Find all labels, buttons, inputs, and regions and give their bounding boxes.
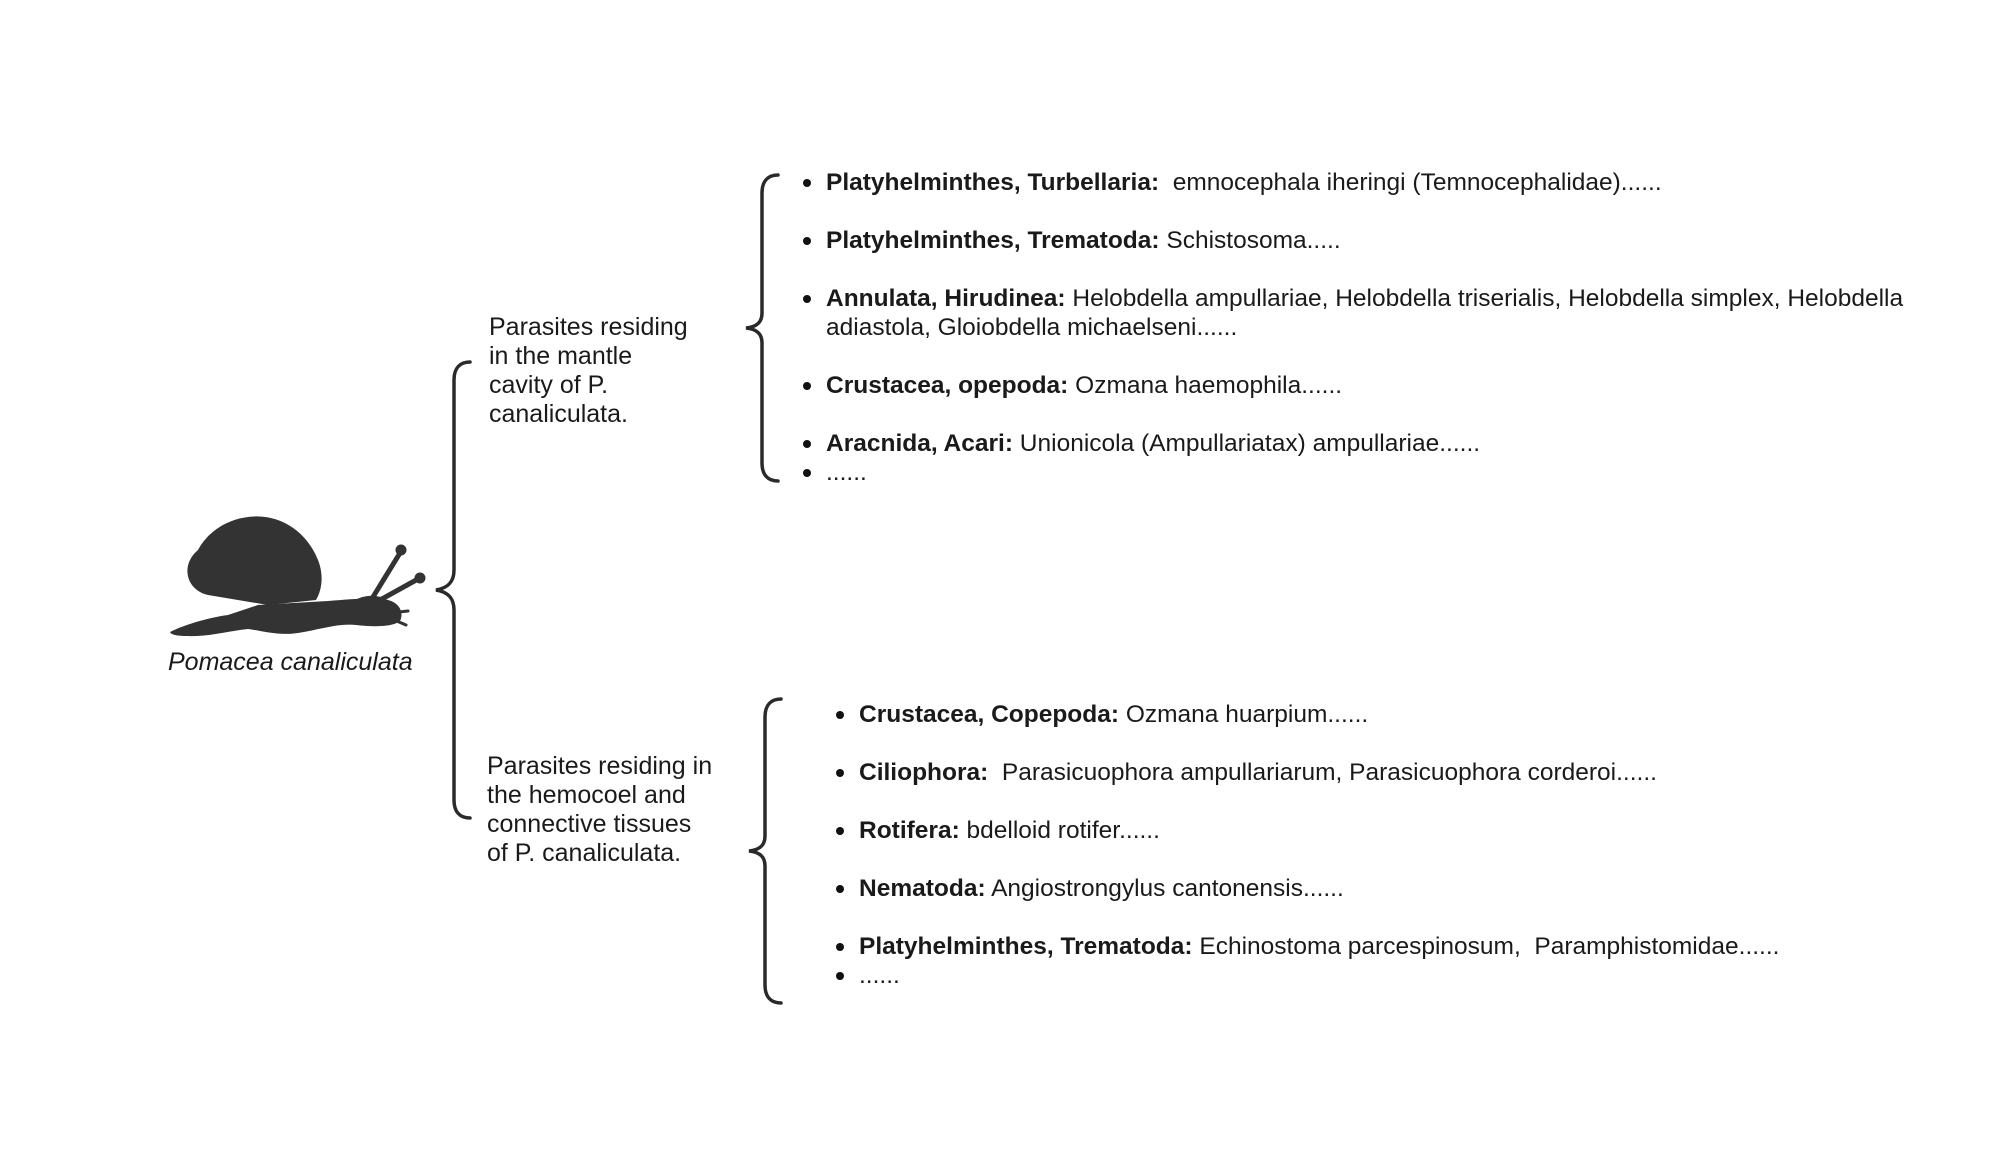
bullet-icon (836, 943, 844, 951)
species-text: ...... (859, 962, 900, 989)
list-item (826, 371, 1946, 400)
list-item (826, 168, 1946, 197)
bullet-icon (836, 885, 844, 893)
hemocoel-parasite-list (859, 700, 1939, 990)
taxon-label: Nematoda: (859, 875, 986, 902)
bullet-icon (803, 179, 811, 187)
list-item (826, 429, 1946, 458)
species-text: Angiostrongylus cantonensis...... (985, 875, 1344, 902)
taxon-label: Platyhelminthes, Trematoda: (826, 227, 1160, 254)
taxon-label: Rotifera: (859, 817, 960, 844)
bullet-icon (836, 972, 844, 980)
list-item (826, 458, 1946, 487)
list-item (826, 284, 1946, 342)
snail-icon (168, 505, 428, 645)
taxon-label: Platyhelminthes, Trematoda: (859, 933, 1193, 960)
category-label-hemocoel: Parasites residing in the hemocoel and connective tissues of P. canaliculata. (487, 752, 713, 867)
taxon-label: Aracnida, Acari: (826, 430, 1013, 457)
species-text: Echinostoma parcespinosum, Paramphistomidae...... (1192, 933, 1780, 960)
hemocoel-brace (743, 697, 788, 1005)
species-text: emnocephala iheringi (Temnocephalidae)...... (1159, 169, 1662, 196)
taxon-label: Platyhelminthes, Turbellaria: (826, 169, 1160, 196)
mantle-parasite-list (826, 168, 1946, 487)
taxon-label: Ciliophora: (859, 759, 989, 786)
list-item (859, 816, 1939, 845)
species-text: ...... (826, 459, 867, 486)
list-item (859, 700, 1939, 729)
taxon-label: Annulata, Hirudinea: (826, 285, 1066, 312)
bullet-icon (836, 827, 844, 835)
list-item (859, 758, 1939, 787)
list-item (859, 932, 1939, 961)
bullet-icon (803, 469, 811, 477)
bullet-icon (803, 237, 811, 245)
category-label-mantle-cavity: Parasites residing in the mantle cavity of P. canaliculata. (489, 313, 688, 428)
list-item (826, 226, 1946, 255)
taxon-label: Crustacea, Copepoda: (859, 701, 1120, 728)
bullet-icon (803, 295, 811, 303)
bullet-icon (836, 769, 844, 777)
list-item (859, 961, 1939, 990)
species-text: Ozmana huarpium...... (1119, 701, 1369, 728)
bullet-icon (803, 382, 811, 390)
species-text: Schistosoma..... (1159, 227, 1341, 254)
species-text: Helobdella ampullariae, Helobdella triserialis, Helobdella simplex, Helobdella adiastola, Gloiobdella michaelseni...... (826, 285, 1910, 341)
bullet-icon (836, 711, 844, 719)
mantle-brace (740, 173, 785, 483)
species-text: Parasicuophora ampullariarum, Parasicuophora corderoi...... (988, 759, 1657, 786)
species-text: bdelloid rotifer...... (959, 817, 1160, 844)
species-text: Ozmana haemophila...... (1068, 372, 1343, 399)
taxon-label: Crustacea, opepoda: (826, 372, 1069, 399)
main-brace (430, 360, 480, 820)
species-name: Pomacea canaliculata (168, 648, 413, 676)
bullet-icon (803, 440, 811, 448)
species-text: Unionicola (Ampullariatax) ampullariae...... (1013, 430, 1481, 457)
list-item (859, 874, 1939, 903)
